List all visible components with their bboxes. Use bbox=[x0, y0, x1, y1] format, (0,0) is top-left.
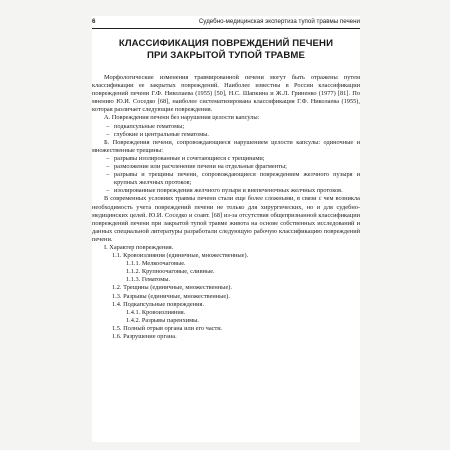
classification-item: 1.1.1. Мелкоочаговые. bbox=[126, 260, 186, 268]
page-number: 6 bbox=[92, 18, 96, 25]
running-header bbox=[92, 16, 360, 29]
list-item: – глубокие и центральные гематомы. bbox=[106, 130, 209, 138]
book-page bbox=[92, 16, 360, 442]
section-title-line-1: КЛАССИФИКАЦИЯ ПОВРЕЖДЕНИЙ ПЕЧЕНИ bbox=[118, 38, 334, 49]
body-text bbox=[92, 74, 360, 341]
list-item: – размозжение или расчленение печени на отдельные фрагменты; bbox=[106, 163, 287, 171]
section-a-heading: А. Повреждения печени без нарушения целости капсулы: bbox=[104, 114, 260, 122]
running-title: Судебно-медицинская экспертиза тупой травмы печени bbox=[198, 18, 360, 25]
classification-item: 1.3. Разрывы (единичные, множественные). bbox=[112, 292, 230, 300]
classification-item: 1.5. Полный отрыв органа или его части. bbox=[112, 324, 223, 332]
section-title bbox=[92, 38, 360, 62]
classification-item: 1.4.1. Кровоизлияния. bbox=[126, 308, 186, 316]
classification-item: 1.4.2. Разрывы паренхимы. bbox=[126, 316, 200, 324]
classification-list bbox=[92, 244, 360, 341]
classification-item: I. Характер повреждения. bbox=[104, 243, 174, 251]
list-item: – изолированные повреждения желчного пузыря и внепеченочных желчных протоков. bbox=[106, 187, 343, 195]
intro-paragraph: Морфологические изменения травмированной печени могут быть отражены путем классификации ее закрытых повреждений. Наиболее известны в России классификации повреждений печени Г.Ф. Николаева (1955) [50], Н.С. Шапкина и Ж.Л. Гриненко (1977) [81]. По мнению Ю.И. Соседко [68], наиболее систематизирована классификация Г.Ф. Николаева (1955), которая различает следующие повреждения. bbox=[92, 74, 360, 114]
classification-item: 1.6. Разрушение органа. bbox=[112, 333, 177, 340]
classification-item: 1.1.2. Крупноочаговые, сливные. bbox=[126, 268, 215, 276]
section-title-line-2: ПРИ ЗАКРЫТОЙ ТУПОЙ ТРАВМЕ bbox=[147, 50, 305, 61]
section-b-heading: Б. Повреждения печени, сопровождающиеся нарушением целости капсулы: одиночные и множественные трещины: bbox=[92, 138, 360, 154]
modern-paragraph: В современных условиях травмы печени стали еще более сложными, в связи с чем возникла необходимость учета повреждений печени не только для хирургических, но и для судебно-медицинских целей. Ю.И. Соседко и соавт. [68] из-за отсутствия общепризнанной классификации повреждений печени при закрытой тупой травме живота на основе собственных исследований и данных специальной литературы разработали следующую рабочую классификацию повреждений печени. bbox=[92, 195, 360, 243]
list-item: – подкапсульные гематомы; bbox=[106, 122, 185, 130]
classification-item: 1.1.3. Гематомы. bbox=[126, 276, 171, 284]
list-item: – разрывы и трещины печени, сопровождающиеся повреждением желчного пузыря и крупных желчных протоков; bbox=[106, 171, 360, 187]
classification-item: 1.2. Трещины (единичные, множественные). bbox=[112, 284, 232, 292]
list-item: – разрывы изолированные и сочетающиеся с трещинами; bbox=[106, 154, 265, 162]
classification-item: 1.1. Кровоизлияния (единичные, множественные). bbox=[112, 252, 249, 260]
classification-item: 1.4. Подкапсульные повреждения. bbox=[112, 300, 205, 308]
